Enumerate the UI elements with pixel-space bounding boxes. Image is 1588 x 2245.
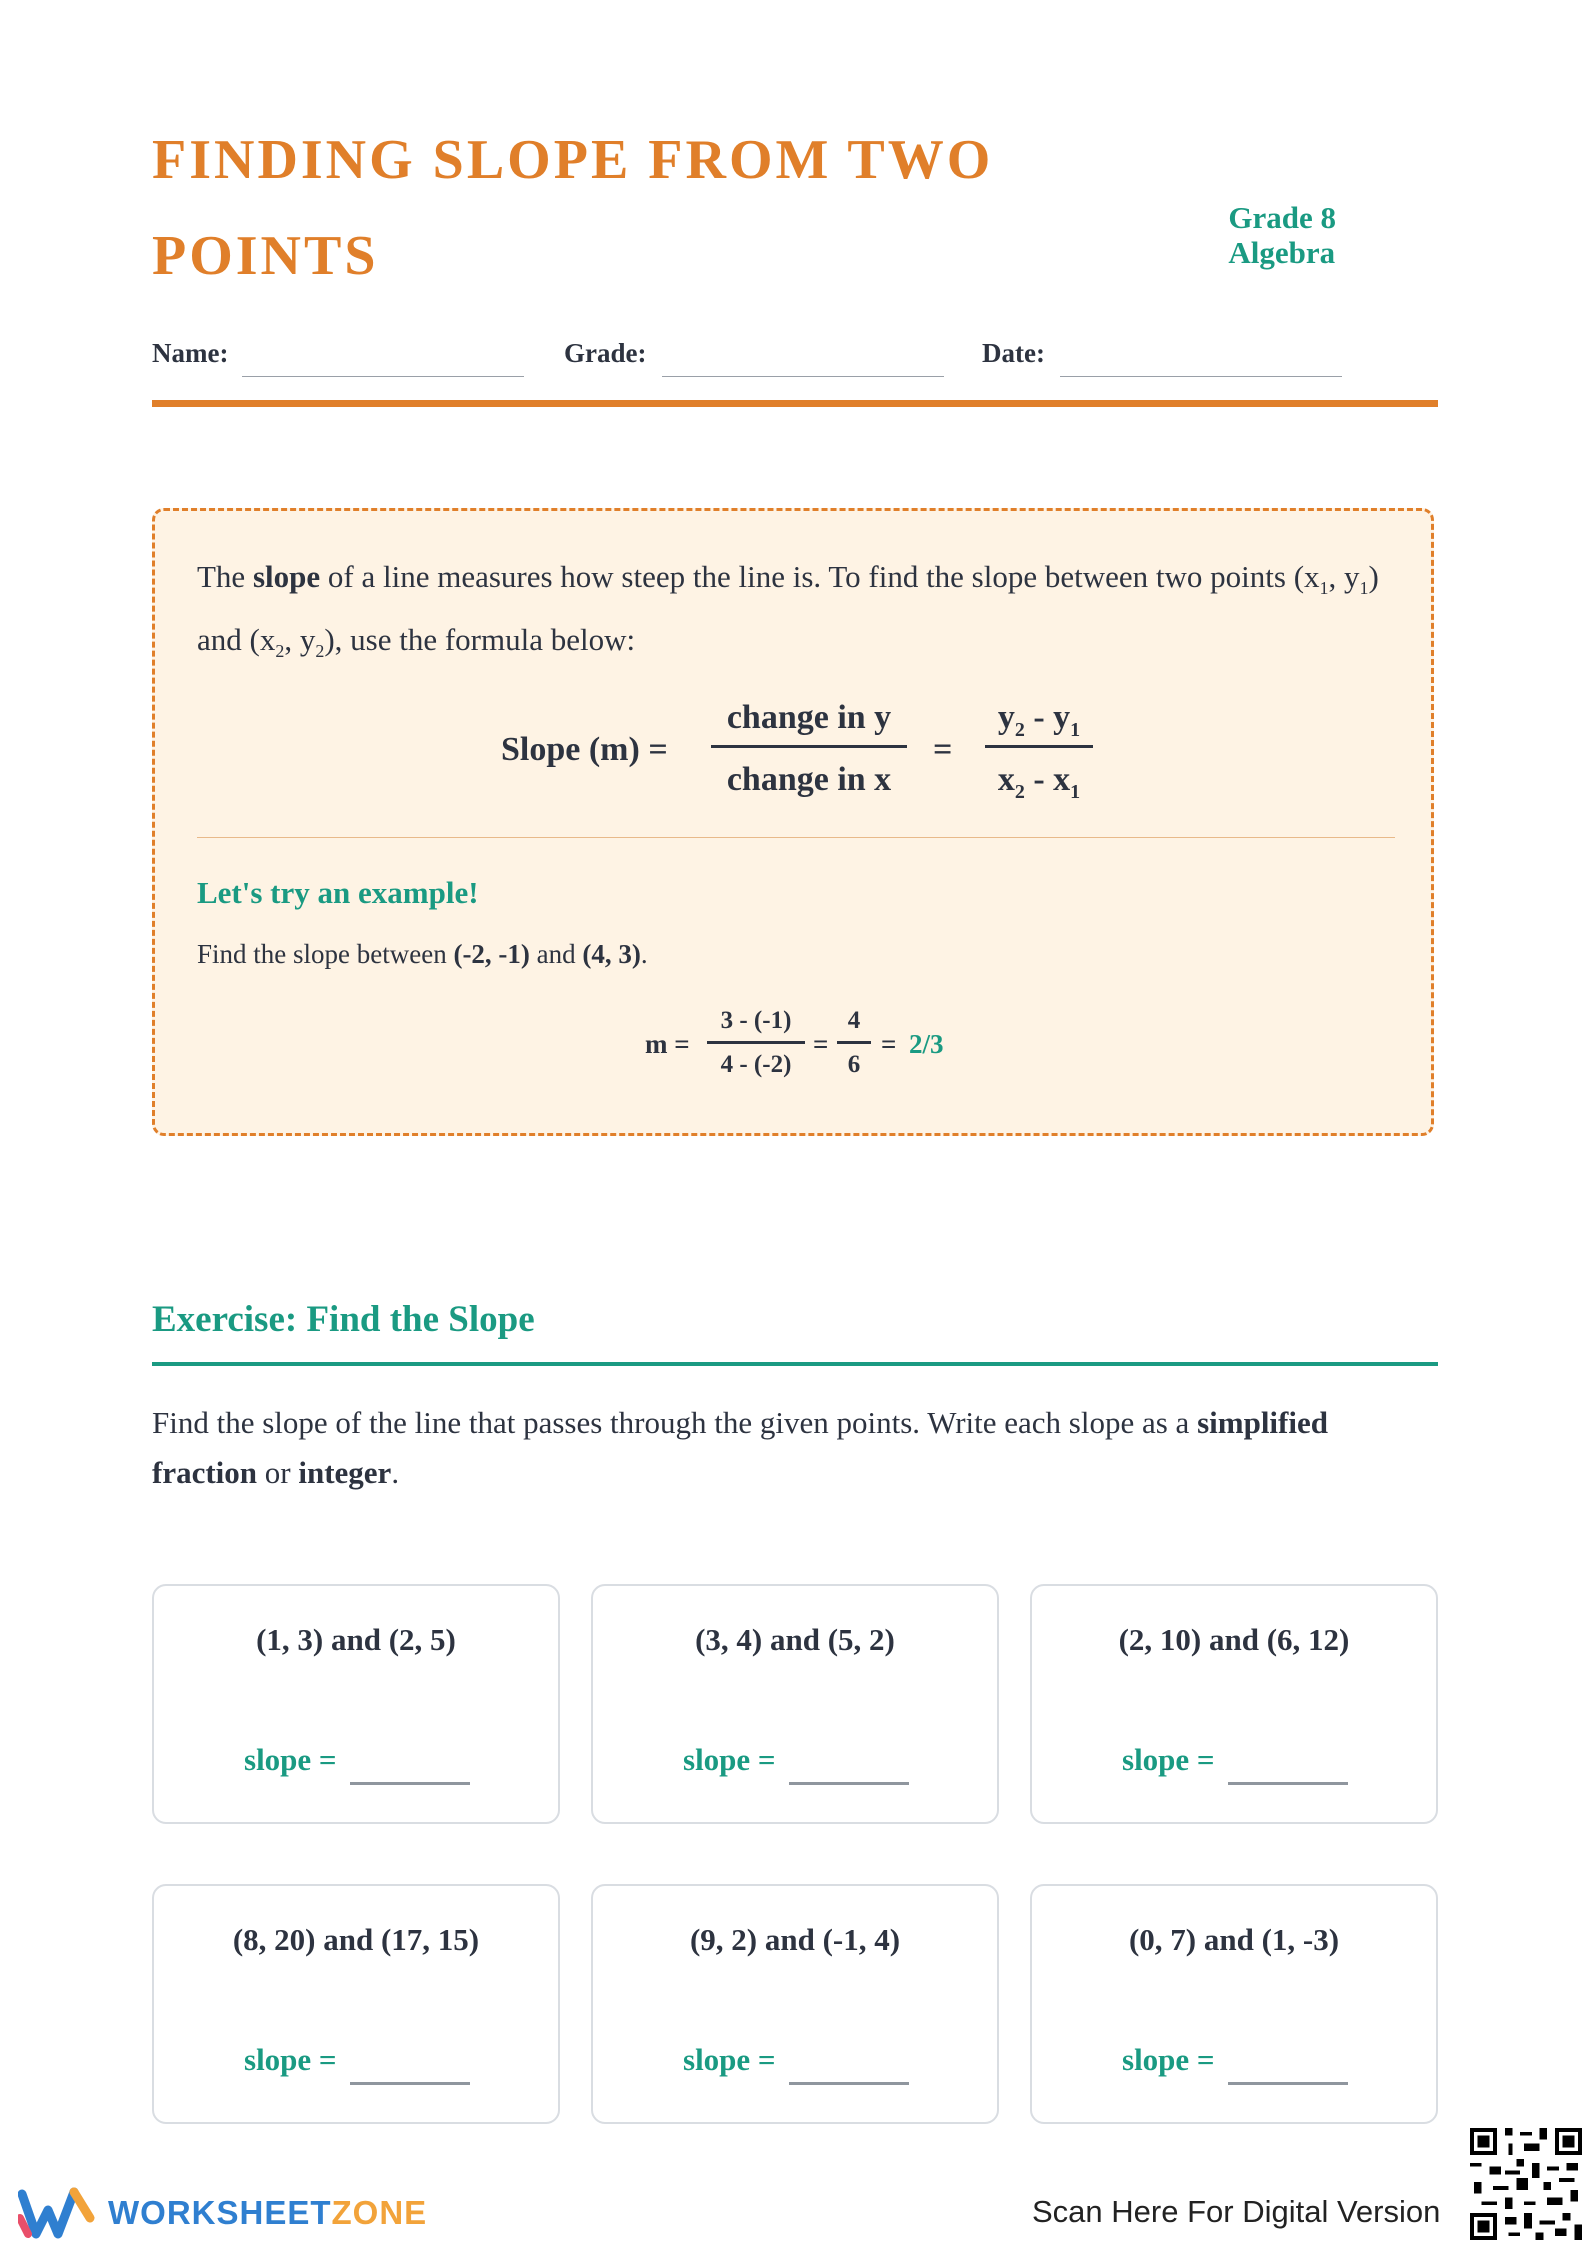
problem-card-3 bbox=[1030, 1584, 1438, 1824]
problem-card-4 bbox=[152, 1884, 560, 2124]
problem-card-2 bbox=[591, 1584, 999, 1824]
grade-field[interactable] bbox=[662, 376, 944, 377]
answer-blank[interactable] bbox=[789, 2082, 909, 2085]
info-divider bbox=[197, 837, 1395, 838]
grade-label: Grade 8 bbox=[1228, 200, 1336, 235]
slope-term: slope bbox=[252, 559, 321, 594]
page-title bbox=[152, 112, 1082, 304]
exercise-divider bbox=[152, 1362, 1438, 1366]
name-field[interactable] bbox=[242, 376, 524, 377]
worked-example bbox=[155, 1001, 1437, 1091]
fraction-numerator: change in y bbox=[726, 699, 892, 736]
exercise-title: Exercise: Find the Slope bbox=[152, 1299, 535, 1340]
fraction-denominator: $x_2 - x_1$ bbox=[997, 761, 1081, 803]
problem-points: (3, 4) and (5, 2) bbox=[695, 1622, 895, 1657]
equals-sign: = bbox=[813, 1029, 829, 1059]
slope-label: slope = bbox=[244, 2042, 337, 2077]
exercise-instructions: Find the slope of the line that passes through the given points. Write each slope as a simplified fraction or integer. bbox=[152, 1405, 1328, 1490]
equals-sign: = bbox=[933, 731, 953, 768]
problem-card-1 bbox=[152, 1584, 560, 1824]
problem-points: (1, 3) and (2, 5) bbox=[256, 1622, 456, 1657]
title-line-1: FINDING SLOPE FROM TWO bbox=[152, 129, 994, 191]
header-divider bbox=[152, 400, 1438, 407]
info-box bbox=[152, 508, 1434, 1136]
problem-points: (9, 2) and (-1, 4) bbox=[689, 1922, 901, 1957]
slope-label: slope = bbox=[683, 1742, 776, 1777]
qr-code-icon[interactable] bbox=[1470, 2128, 1582, 2240]
subject-label: Algebra bbox=[1228, 235, 1336, 270]
student-fields bbox=[152, 334, 1438, 380]
slope-formula bbox=[155, 691, 1437, 811]
slope-label: slope = bbox=[1122, 1742, 1215, 1777]
fraction-denominator: 6 bbox=[847, 1051, 861, 1078]
answer-blank[interactable] bbox=[1228, 1782, 1348, 1785]
words-fraction bbox=[711, 691, 907, 808]
intro-text: The slope of a line measures how steep the line is. To find the slope between two points ($x_1$, $y_1$) and ($x_2$, $y_2$), use the formula below: bbox=[197, 559, 1379, 662]
answer-blank[interactable] bbox=[350, 1782, 470, 1785]
date-field[interactable] bbox=[1060, 376, 1342, 377]
date-label: Date: bbox=[982, 338, 1045, 368]
example-heading: Let's try an example! bbox=[197, 875, 479, 910]
fraction-denominator: change in x bbox=[726, 761, 892, 798]
equals-sign: = bbox=[881, 1029, 897, 1059]
problem-points: (8, 20) and (17, 15) bbox=[232, 1922, 480, 1957]
formula-label: Slope (m) = bbox=[501, 731, 668, 768]
answer-blank[interactable] bbox=[789, 1782, 909, 1785]
worked-fraction-1 bbox=[707, 1001, 805, 1084]
fraction-denominator: 4 - (-2) bbox=[720, 1051, 792, 1078]
problem-points: (2, 10) and (6, 12) bbox=[1118, 1622, 1350, 1657]
grade-field-label: Grade: bbox=[564, 338, 647, 368]
title-line-2: POINTS bbox=[152, 225, 379, 287]
fraction-numerator: 3 - (-1) bbox=[720, 1007, 792, 1034]
symbol-fraction bbox=[985, 691, 1093, 808]
worked-m: m = bbox=[645, 1029, 690, 1059]
worked-fraction-2 bbox=[837, 1001, 871, 1084]
brand-name: WORKSHEETZONE bbox=[108, 2194, 428, 2231]
fraction-numerator: 4 bbox=[847, 1007, 861, 1034]
fraction-numerator: $y_2 - y_1$ bbox=[997, 699, 1081, 741]
problem-points: (0, 7) and (1, -3) bbox=[1128, 1922, 1340, 1957]
answer-blank[interactable] bbox=[1228, 2082, 1348, 2085]
slope-label: slope = bbox=[244, 1742, 337, 1777]
worked-answer: 2/3 bbox=[909, 1029, 944, 1059]
name-label: Name: bbox=[152, 338, 229, 368]
problem-card-5 bbox=[591, 1884, 999, 2124]
answer-blank[interactable] bbox=[350, 2082, 470, 2085]
grade-subject bbox=[1228, 200, 1336, 270]
example-question: Find the slope between (-2, -1) and (4, 3). bbox=[197, 939, 648, 969]
brand-logo[interactable] bbox=[18, 2184, 428, 2240]
slope-label: slope = bbox=[683, 2042, 776, 2077]
slope-label: slope = bbox=[1122, 2042, 1215, 2077]
worksheetzone-logo-icon bbox=[18, 2184, 98, 2240]
scan-text: Scan Here For Digital Version bbox=[1032, 2194, 1441, 2229]
problem-card-6 bbox=[1030, 1884, 1438, 2124]
